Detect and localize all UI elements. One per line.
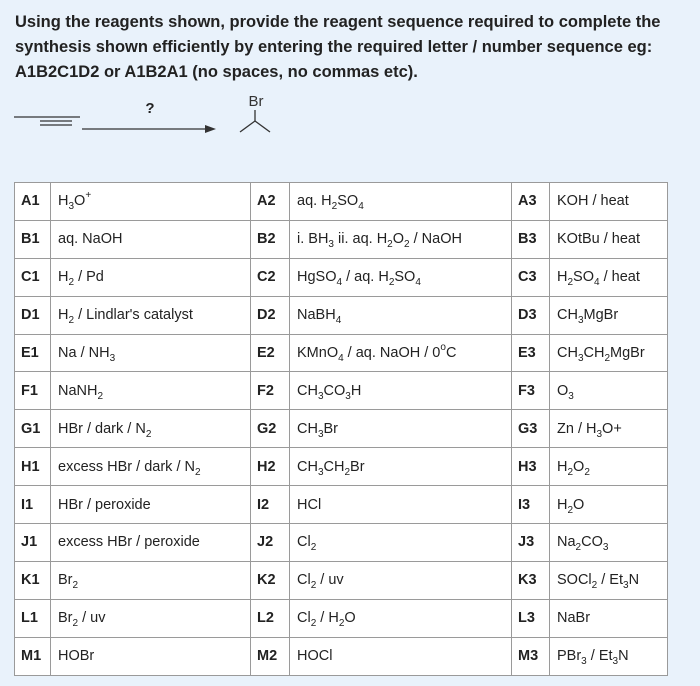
reagent-name: NaBH$_4$ xyxy=(290,296,512,334)
reagent-code: G3 xyxy=(512,410,550,448)
reagent-name: $Cl_2 / H_2O$ xyxy=(290,599,512,637)
reagent-table xyxy=(14,182,668,676)
reagent-name: aq. $H_2SO_4$ xyxy=(290,183,512,221)
reagent-code: H2 xyxy=(251,448,290,486)
reagent-code: J1 xyxy=(15,524,51,562)
reagent-name: $CH_3CH_2MgBr$ xyxy=(550,334,668,372)
reagent-code: H1 xyxy=(15,448,51,486)
reagent-name: HBr / dark / $N_2$ xyxy=(51,410,251,448)
reagent-name: HOBr xyxy=(51,637,251,675)
reagent-code: H3 xyxy=(512,448,550,486)
reagent-name: NaBr xyxy=(550,599,668,637)
reagent-code: F1 xyxy=(15,372,51,410)
reagent-name: $CH_3CO_3H$ xyxy=(290,372,512,410)
question-text: Using the reagents shown, provide the reagent sequence required to complete the synthesis shown efficiently by entering the required letter / number sequence eg: A1B2C1D2 or A1B2A1 (no spaces, no commas etc). xyxy=(15,13,661,81)
reagent-name: $H_2$ / Pd xyxy=(51,258,251,296)
reagent-row xyxy=(15,486,668,524)
reagent-row xyxy=(15,220,668,258)
reagent-row xyxy=(15,183,668,221)
reagent-row xyxy=(15,334,668,372)
reagent-name: $CH_3CH_2Br$ xyxy=(290,448,512,486)
reagent-name: excess HBr / peroxide xyxy=(51,524,251,562)
reagent-name: HOCl xyxy=(290,637,512,675)
reagent-name: HgSO$_4$ / aq. $H_2SO_4$ xyxy=(290,258,512,296)
reagent-name: $H_2O$ xyxy=(550,486,668,524)
reagent-code: F2 xyxy=(251,372,290,410)
reagent-code: C1 xyxy=(15,258,51,296)
reagent-row xyxy=(15,599,668,637)
reagent-code: B2 xyxy=(251,220,290,258)
reagent-row xyxy=(15,372,668,410)
reagent-name: SOCl$_2$ / $Et_3N$ xyxy=(550,561,668,599)
reagent-row xyxy=(15,561,668,599)
reagent-code: C3 xyxy=(512,258,550,296)
reagent-code: M2 xyxy=(251,637,290,675)
reagent-name: KOtBu / heat xyxy=(550,220,668,258)
alkyne-structure xyxy=(14,117,80,125)
reagent-code: B3 xyxy=(512,220,550,258)
reagent-code: G2 xyxy=(251,410,290,448)
unknown-reagent-label: ? xyxy=(145,100,155,117)
reagent-code: L2 xyxy=(251,599,290,637)
reagent-name: $Na_2CO_3$ xyxy=(550,524,668,562)
reagent-code: I2 xyxy=(251,486,290,524)
reagent-name: $H_2$ / Lindlar's catalyst xyxy=(51,296,251,334)
reagent-name: $CH_3Br$ xyxy=(290,410,512,448)
reagent-code: D3 xyxy=(512,296,550,334)
reagent-code: A3 xyxy=(512,183,550,221)
reagent-name: $H_3O^+$ xyxy=(51,183,251,221)
reagent-code: I3 xyxy=(512,486,550,524)
reagent-name: Na / $NH_3$ xyxy=(51,334,251,372)
reagent-name: $CH_3MgBr$ xyxy=(550,296,668,334)
reagent-code: F3 xyxy=(512,372,550,410)
reagent-code: K3 xyxy=(512,561,550,599)
reagent-code: M3 xyxy=(512,637,550,675)
reagent-code: A1 xyxy=(15,183,51,221)
reagent-row xyxy=(15,258,668,296)
reagent-code: B1 xyxy=(15,220,51,258)
reagent-name: $H_2SO_4$ / heat xyxy=(550,258,668,296)
reagent-code: D2 xyxy=(251,296,290,334)
reaction-scheme xyxy=(0,90,320,170)
reagent-code: K2 xyxy=(251,561,290,599)
reagent-row xyxy=(15,410,668,448)
reagent-name: HBr / peroxide xyxy=(51,486,251,524)
reagent-code: L3 xyxy=(512,599,550,637)
reagent-name: i. $BH_3$ ii. aq. $H_2O_2$ / NaOH xyxy=(290,220,512,258)
reagent-name: $Br_2$ / uv xyxy=(51,599,251,637)
reagent-row xyxy=(15,448,668,486)
reagent-code: E1 xyxy=(15,334,51,372)
reagent-name: $Br_2$ xyxy=(51,561,251,599)
reagent-name: KMnO$_4$ / aq. NaOH / 0$^o$C xyxy=(290,334,512,372)
c-c-bond xyxy=(240,121,255,132)
reagent-name: $O_3$ xyxy=(550,372,668,410)
reagent-name: $Zn / H_3O+$ xyxy=(550,410,668,448)
reagent-code: I1 xyxy=(15,486,51,524)
reagent-name: $Cl_2$ / uv xyxy=(290,561,512,599)
reaction-arrow xyxy=(82,125,216,133)
product-structure xyxy=(240,110,270,132)
reagent-code: A2 xyxy=(251,183,290,221)
reagent-name: $PBr_3 / Et_3N$ xyxy=(550,637,668,675)
reagent-code: J2 xyxy=(251,524,290,562)
reagent-code: J3 xyxy=(512,524,550,562)
reagent-row xyxy=(15,524,668,562)
reagent-name: KOH / heat xyxy=(550,183,668,221)
reagent-name: $H_2O_2$ xyxy=(550,448,668,486)
reagent-code: C2 xyxy=(251,258,290,296)
reagent-code: E3 xyxy=(512,334,550,372)
reagent-name: $Cl_2$ xyxy=(290,524,512,562)
bromine-label: Br xyxy=(248,93,264,110)
reagent-code: M1 xyxy=(15,637,51,675)
c-c-bond xyxy=(255,121,270,132)
reagent-code: K1 xyxy=(15,561,51,599)
reagent-name: aq. NaOH xyxy=(51,220,251,258)
reagent-code: D1 xyxy=(15,296,51,334)
reagent-code: G1 xyxy=(15,410,51,448)
reagent-code: L1 xyxy=(15,599,51,637)
reagent-name: NaNH$_2$ xyxy=(51,372,251,410)
reagent-name: HCl xyxy=(290,486,512,524)
reagent-code: E2 xyxy=(251,334,290,372)
reagent-name: excess HBr / dark / $N_2$ xyxy=(51,448,251,486)
reagent-row xyxy=(15,637,668,675)
reagent-row xyxy=(15,296,668,334)
